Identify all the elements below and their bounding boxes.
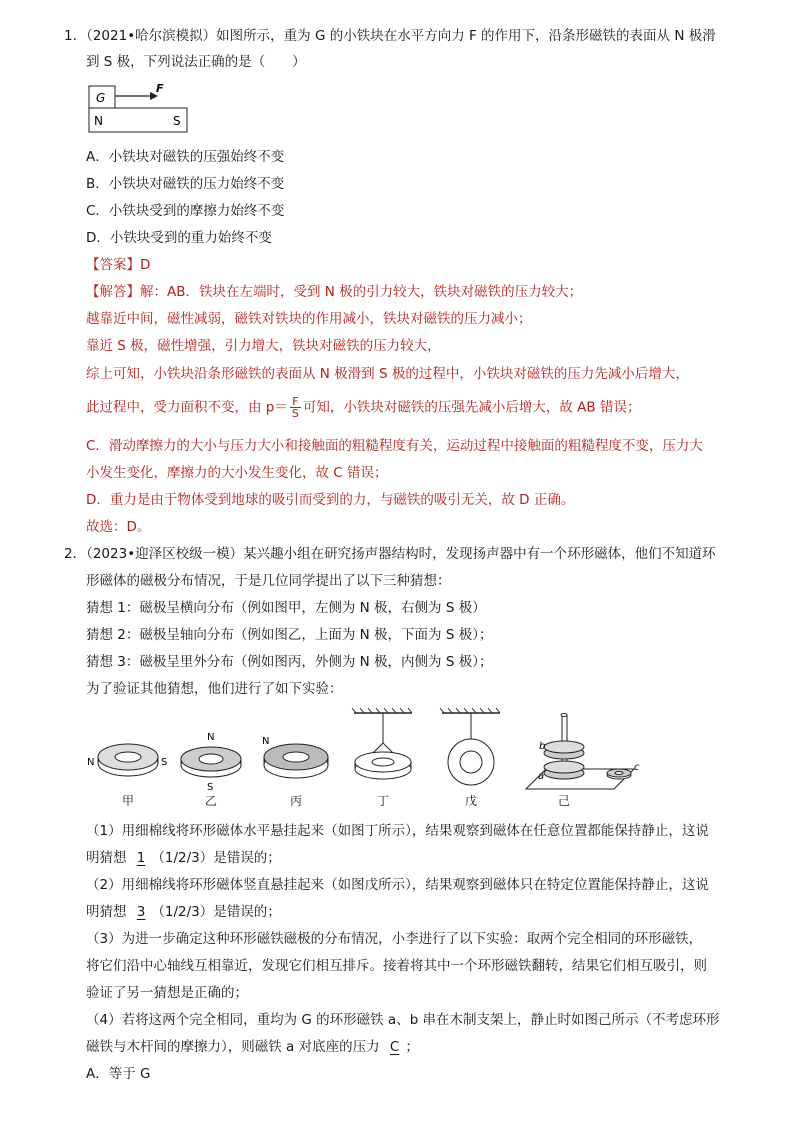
q1-option-b: B．小铁块对磁铁的压力始终不变	[86, 176, 285, 192]
svg-text:N: N	[207, 732, 215, 743]
q2-sub2-line1: （2）用细棉线将环形磁体竖直悬挂起来（如图戊所示），结果观察到磁体只在特定位置能保持静止，这说	[86, 877, 709, 893]
formula-numerator: F	[290, 396, 301, 408]
q1-analysis-line2: 越靠近中间，磁性减弱，磁铁对铁块的作用减小，铁块对磁铁的压力减小；	[86, 311, 532, 327]
sub1-pre: 明猜想	[86, 850, 131, 866]
q1-analysis-line3: 靠近 S 极，磁性增强，引力增大，铁块对磁铁的压力较大，	[86, 338, 441, 354]
analysis-line5-pre: 此过程中，受力面积不变，由 p＝	[86, 399, 288, 416]
caption-wu: 戊	[464, 794, 477, 808]
svg-text:c: c	[634, 762, 640, 773]
analysis-line5-post: 可知，小铁块对磁铁的压强先减小后增大，故 AB 错误；	[302, 399, 641, 416]
sub2-pre: 明猜想	[86, 904, 131, 920]
pole-n-label: N	[94, 114, 103, 128]
q2-guess1: 猜想 1：磁极呈横向分布（例如图甲，左侧为 N 极，右侧为 S 极）	[86, 600, 486, 616]
figure-jia	[87, 744, 167, 776]
answer-tag: 【答案】	[86, 257, 140, 273]
q2-sub4-line1: （4）若将这两个完全相同，重均为 G 的环形磁铁 a、b 串在木制支架上，静止时如图己所示（不考虑环形	[86, 1012, 720, 1028]
pressure-formula	[290, 396, 301, 419]
figure-ji	[526, 714, 640, 790]
figure-yi	[181, 732, 241, 793]
q1-stem-line1: 1．（2021•哈尔滨模拟）如图所示，重为 G 的小铁块在水平方向力 F 的作用下，沿条形磁铁的表面从 N 极滑	[64, 28, 716, 44]
q2-verify: 为了验证其他猜想，他们进行了如下实验：	[86, 681, 343, 697]
q2-guess3: 猜想 3：磁极呈里外分布（例如图丙，外侧为 N 极，内侧为 S 极）；	[86, 654, 493, 670]
block-label-g: G	[96, 91, 106, 105]
sub2-answer-blank: 3	[136, 904, 146, 920]
sub4-pre: 磁铁与木杆间的摩擦力），则磁铁 a 对底座的压力	[86, 1039, 384, 1055]
caption-jia: 甲	[121, 794, 134, 808]
svg-text:S: S	[161, 757, 168, 768]
q1-answer	[86, 256, 150, 274]
sub1-answer-blank: 1	[136, 850, 146, 866]
q1-analysis-line8: D．重力是由于物体受到地球的吸引而受到的力，与磁铁的吸引无关，故 D 正确。	[86, 492, 575, 508]
svg-text:S: S	[207, 782, 214, 793]
q1-analysis-line1	[86, 283, 582, 301]
q2-sub1-line1: （1）用细棉线将环形磁体水平悬挂起来（如图丁所示），结果观察到磁体在任意位置都能保持静止，这说	[86, 823, 709, 839]
q2-guess2: 猜想 2：磁极呈轴向分布（例如图乙，上面为 N 极，下面为 S 极）；	[86, 627, 493, 643]
svg-text:N: N	[87, 757, 95, 768]
q2-sub4-line2	[86, 1038, 419, 1056]
caption-ji: 己	[557, 794, 570, 808]
q1-option-d: D．小铁块受到的重力始终不变	[86, 230, 272, 246]
q2-sub3-line3: 验证了另一猜想是正确的；	[86, 985, 248, 1001]
q2-stem-line1: 2．（2023•迎泽区校级一模）某兴趣小组在研究扬声器结构时，发现扬声器中有一个环形磁体，他们不知道环	[64, 546, 716, 562]
sub4-answer-blank: C	[389, 1039, 400, 1055]
q1-magnet-figure	[88, 84, 198, 136]
q1-analysis-line7: 小发生变化，摩擦力的大小发生变化，故 C 错误；	[86, 465, 388, 481]
q2-sub1-line2	[86, 849, 281, 867]
q2-stem-line2: 形磁体的磁极分布情况，于是几位同学提出了以下三种猜想：	[86, 573, 451, 589]
analysis-tag: 【解答】	[86, 284, 140, 300]
q1-conclusion: 故选：D。	[86, 519, 151, 535]
figure-bing	[262, 736, 328, 778]
q2-sub2-line2	[86, 903, 281, 921]
formula-denominator: S	[291, 407, 299, 420]
q1-analysis-line5	[86, 396, 640, 419]
q1-analysis-line6: C．滑动摩擦力的大小与压力大小和接触面的粗糙程度有关，运动过程中接触面的粗糙程度不变，压力大	[86, 438, 703, 454]
figure-wu	[440, 708, 500, 785]
pole-s-label: S	[173, 114, 181, 128]
svg-text:a: a	[538, 771, 545, 782]
q1-stem-line2: 到 S 极，下列说法正确的是（ ）	[86, 54, 306, 70]
force-label-f: F	[156, 84, 164, 95]
figure-ding	[352, 708, 412, 779]
sub1-post: （1/2/3）是错误的；	[151, 850, 281, 866]
sub2-post: （1/2/3）是错误的；	[151, 904, 281, 920]
q1-option-a: A．小铁块对磁铁的压强始终不变	[86, 149, 285, 165]
q2-sub3-line1: （3）为进一步确定这种环形磁铁磁极的分布情况，小李进行了以下实验：取两个完全相同的环形磁铁，	[86, 931, 703, 947]
caption-yi: 乙	[204, 794, 217, 808]
q2-figure-strip	[86, 707, 646, 797]
q1-analysis-line4: 综上可知，小铁块沿条形磁铁的表面从 N 极滑到 S 极的过程中，小铁块对磁铁的压力先减小后增大，	[86, 366, 689, 382]
q2-sub3-line2: 将它们沿中心轴线互相靠近，发现它们相互排斥。接着将其中一个环形磁铁翻转，结果它们相互吸引，则	[86, 958, 707, 974]
caption-ding: 丁	[376, 794, 389, 808]
q2-option-a: A．等于 G	[86, 1066, 151, 1082]
q1-option-c: C．小铁块受到的摩擦力始终不变	[86, 203, 285, 219]
svg-text:N: N	[262, 736, 270, 747]
svg-text:b: b	[539, 741, 546, 752]
analysis-text: 解：AB．铁块在左端时，受到 N 极的引力较大，铁块对磁铁的压力较大；	[140, 284, 583, 300]
sub4-post: ；	[405, 1039, 419, 1055]
answer-value: D	[140, 257, 151, 273]
caption-bing: 丙	[289, 794, 302, 808]
